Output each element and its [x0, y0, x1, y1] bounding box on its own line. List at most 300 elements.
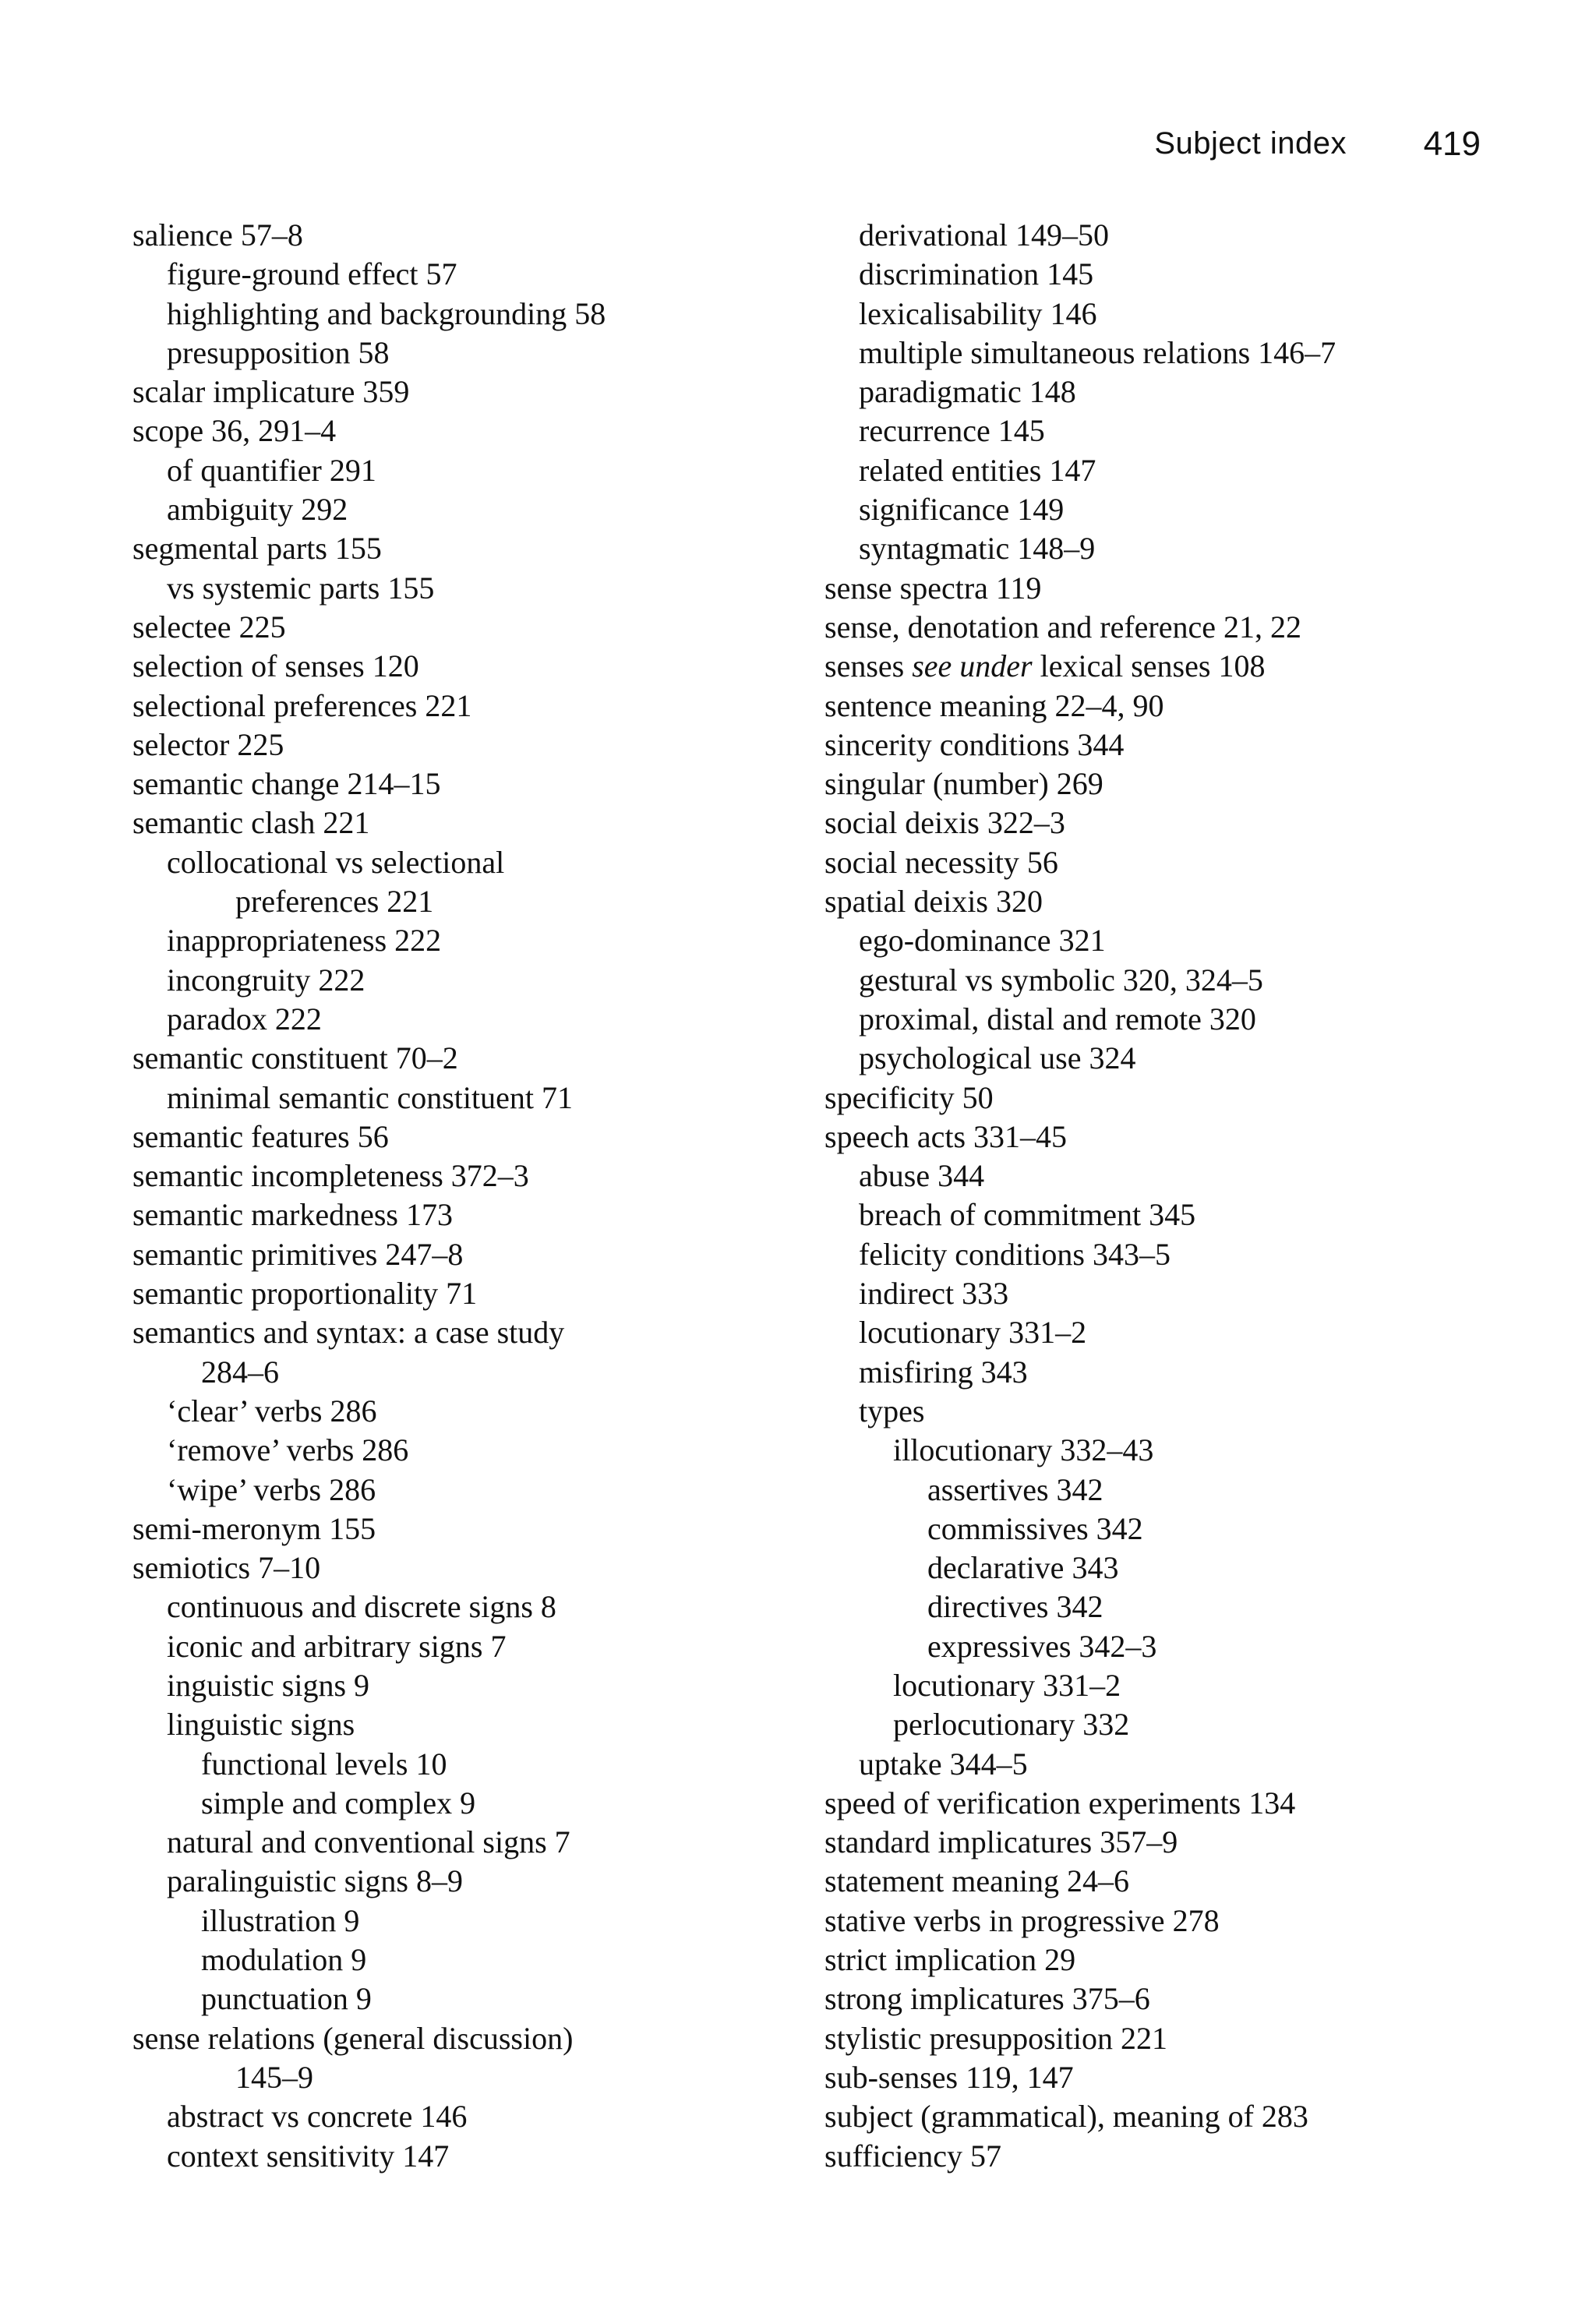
index-entry — [824, 2097, 1510, 2136]
index-entry — [132, 451, 772, 490]
index-term: psychological use — [859, 1040, 1082, 1076]
page-reference: 283 — [1261, 2099, 1308, 2135]
index-term: abuse — [859, 1158, 930, 1194]
index-term: ego-dominance — [859, 923, 1051, 959]
page-reference: 155 — [334, 531, 382, 567]
index-entry — [132, 1353, 772, 1392]
page-reference: 146 — [420, 2099, 468, 2135]
index-entry — [132, 334, 772, 373]
page-reference: 222 — [318, 962, 365, 998]
index-term: presupposition — [167, 334, 351, 370]
index-term: subject (grammatical), meaning of — [824, 2099, 1254, 2135]
page-reference: 225 — [238, 609, 286, 644]
index-entry — [824, 1392, 1510, 1431]
page-reference: 286 — [330, 1393, 377, 1428]
index-entry — [132, 569, 772, 608]
index-term: uptake — [859, 1746, 942, 1782]
index-term: ‘remove’ verbs — [167, 1432, 355, 1468]
index-term: iconic and arbitrary signs — [167, 1628, 483, 1664]
page-reference: 147 — [402, 2138, 450, 2174]
page-reference: 342 — [1056, 1589, 1103, 1625]
index-entry — [824, 1627, 1510, 1666]
page-reference: 8–9 — [415, 1863, 463, 1899]
index-term: spatial deixis — [824, 884, 988, 920]
page-reference: 292 — [301, 492, 348, 528]
index-term: context sensitivity — [167, 2138, 395, 2174]
page-reference: 221 — [425, 687, 472, 723]
page-reference: 173 — [406, 1197, 453, 1233]
page-reference: 155 — [387, 570, 435, 606]
index-term: punctuation — [201, 1981, 348, 2017]
page-reference: 57 — [969, 2138, 1001, 2174]
page-reference: 70–2 — [395, 1040, 458, 1076]
index-entry — [132, 961, 772, 1000]
index-term: sense relations (general discussion) — [132, 2020, 574, 2056]
page-reference: 8 — [540, 1589, 556, 1625]
index-entry — [132, 255, 772, 294]
page-reference: 320 — [1209, 1001, 1256, 1036]
page-reference: 71 — [446, 1276, 478, 1312]
page-reference: 333 — [962, 1276, 1009, 1312]
index-entry — [824, 961, 1510, 1000]
index-term: sense spectra — [824, 570, 988, 606]
index-entry — [132, 765, 772, 803]
index-entry — [132, 1195, 772, 1234]
header-title: Subject index — [1154, 126, 1347, 161]
index-term: derivational — [859, 217, 1008, 253]
page-reference: 58 — [358, 334, 390, 370]
index-term: gestural vs symbolic — [859, 962, 1115, 998]
index-term: natural and conventional signs — [167, 1824, 547, 1860]
index-entry — [132, 1274, 772, 1313]
index-term: breach of commitment — [859, 1197, 1142, 1233]
index-entry — [824, 411, 1510, 450]
page-reference: 7–10 — [258, 1550, 321, 1586]
index-term: inguistic signs — [167, 1667, 347, 1703]
index-term: social deixis — [824, 805, 980, 841]
page-reference: 36, 291–4 — [211, 413, 337, 449]
index-entry — [824, 1941, 1510, 1979]
page-reference: 149–50 — [1015, 217, 1110, 253]
index-entry — [132, 687, 772, 726]
index-term: linguistic signs — [167, 1707, 355, 1743]
index-term: semi-meronym — [132, 1510, 322, 1546]
index-entry — [132, 921, 772, 960]
index-entry — [132, 803, 772, 842]
index-term: declarative — [927, 1550, 1065, 1586]
index-term: minimal semantic constituent — [167, 1079, 535, 1115]
page-reference: 9 — [355, 1981, 372, 2017]
index-term: selector — [132, 726, 230, 762]
index-term: collocational vs selectional — [167, 844, 505, 880]
index-entry — [824, 921, 1510, 960]
page-reference: 321 — [1058, 923, 1106, 959]
index-term: recurrence — [859, 413, 990, 449]
index-entry — [824, 569, 1510, 608]
index-entry — [824, 216, 1510, 255]
index-term: sincerity conditions — [824, 726, 1070, 762]
index-term: scalar implicature — [132, 374, 355, 410]
index-entry — [132, 1039, 772, 1078]
page-reference: 71 — [542, 1079, 574, 1115]
page-reference: 58 — [574, 295, 606, 331]
index-term: continuous and discrete signs — [167, 1589, 533, 1625]
page-reference: 247–8 — [385, 1236, 464, 1272]
index-entry — [824, 1431, 1510, 1470]
page-reference: 331–2 — [1043, 1667, 1121, 1703]
page-reference: 331–45 — [973, 1118, 1068, 1154]
index-entry — [824, 765, 1510, 803]
index-term: felicity conditions — [859, 1236, 1085, 1272]
page-reference: 332 — [1082, 1707, 1130, 1743]
page-reference: 120 — [372, 648, 419, 684]
index-entry — [824, 1471, 1510, 1510]
index-entry — [824, 255, 1510, 294]
index-entry — [824, 1118, 1510, 1157]
index-term: significance — [859, 492, 1010, 528]
page-reference: 278 — [1172, 1902, 1220, 1938]
index-term: discrimination — [859, 256, 1040, 292]
index-entry — [824, 451, 1510, 490]
index-term: locutionary — [893, 1667, 1036, 1703]
index-entry — [824, 1313, 1510, 1352]
page-reference: 221 — [387, 884, 434, 920]
index-entry — [132, 1510, 772, 1549]
page-reference: 134 — [1248, 1785, 1296, 1820]
index-term: strict implication — [824, 1942, 1037, 1978]
index-term: selection of senses — [132, 648, 365, 684]
index-entry — [824, 1235, 1510, 1274]
index-entry — [132, 1784, 772, 1823]
index-entry — [824, 529, 1510, 568]
index-term: singular (number) — [824, 766, 1049, 802]
index-entry — [132, 2019, 772, 2058]
page-reference: 57 — [425, 256, 457, 292]
index-term: social necessity — [824, 844, 1019, 880]
page-reference: 343 — [1072, 1550, 1119, 1586]
index-term: standard implicatures — [824, 1824, 1093, 1860]
index-term: selectee — [132, 609, 231, 644]
index-term: semiotics — [132, 1550, 251, 1586]
page-reference: 222 — [394, 923, 442, 959]
page-reference: 9 — [460, 1785, 476, 1820]
page-reference: 145–9 — [235, 2059, 313, 2095]
index-term: highlighting and backgrounding — [167, 295, 567, 331]
index-entry — [132, 2097, 772, 2136]
index-entry — [824, 1195, 1510, 1234]
index-term: locutionary — [859, 1315, 1001, 1351]
index-entry — [132, 726, 772, 765]
index-term: proximal, distal and remote — [859, 1001, 1202, 1036]
index-entry — [824, 843, 1510, 882]
page-reference: 148–9 — [1017, 531, 1096, 567]
page-reference: 284–6 — [201, 1354, 279, 1390]
index-entry — [132, 1941, 772, 1979]
page-reference: 10 — [415, 1746, 447, 1782]
index-term: figure-ground effect — [167, 256, 418, 292]
index-entry — [824, 1353, 1510, 1392]
index-term: senses — [824, 648, 905, 684]
page-reference: 225 — [237, 726, 284, 762]
index-entry — [132, 1902, 772, 1941]
index-entry — [132, 1979, 772, 2018]
index-term: incongruity — [167, 962, 311, 998]
index-entry — [824, 1157, 1510, 1195]
page-reference: 148 — [1029, 374, 1076, 410]
index-entry — [132, 490, 772, 529]
page-number: 419 — [1423, 125, 1481, 163]
page-reference: 320 — [995, 884, 1043, 920]
index-entry — [132, 529, 772, 568]
index-entry — [824, 2137, 1510, 2176]
index-term: commissives — [927, 1510, 1089, 1546]
page-reference: 269 — [1056, 766, 1103, 802]
index-term: of quantifier — [167, 452, 322, 488]
index-term: illustration — [201, 1902, 337, 1938]
page-reference: 344–5 — [949, 1746, 1028, 1782]
index-entry — [132, 1000, 772, 1039]
index-term: paralinguistic signs — [167, 1863, 408, 1899]
page-reference: 57–8 — [240, 217, 303, 253]
page-reference: 56 — [1026, 844, 1058, 880]
index-term: related entities — [859, 452, 1042, 488]
index-entry — [824, 882, 1510, 921]
page-reference: 286 — [362, 1432, 409, 1468]
page-reference: 119 — [995, 570, 1042, 606]
index-entry — [132, 2058, 772, 2097]
index-term: illocutionary — [893, 1432, 1053, 1468]
index-entry — [824, 334, 1510, 373]
index-term: ambiguity — [167, 492, 294, 528]
index-entry — [824, 2019, 1510, 2058]
index-entry — [132, 843, 772, 882]
index-entry — [132, 882, 772, 921]
index-term: semantic markedness — [132, 1197, 398, 1233]
index-term: preferences — [235, 884, 380, 920]
index-term: specificity — [824, 1079, 955, 1115]
index-entry — [132, 1666, 772, 1705]
index-entry — [824, 1666, 1510, 1705]
page-reference: 375–6 — [1072, 1981, 1150, 2017]
page-reference: 146–7 — [1258, 334, 1336, 370]
index-entry — [132, 1118, 772, 1157]
index-entry — [132, 1549, 772, 1587]
page-reference: 145 — [998, 413, 1045, 449]
index-entry — [824, 608, 1510, 647]
page-reference: 344 — [1077, 726, 1125, 762]
page-reference: 331–2 — [1008, 1315, 1087, 1351]
index-term: speed of verification experiments — [824, 1785, 1241, 1820]
page-reference: 221 — [1121, 2020, 1167, 2056]
index-term: sufficiency — [824, 2138, 962, 2174]
page-reference: 221 — [323, 805, 370, 841]
index-term: sentence meaning — [824, 687, 1047, 723]
index-term: directives — [927, 1589, 1049, 1625]
index-entry — [824, 1549, 1510, 1587]
index-entry — [824, 1784, 1510, 1823]
index-entry — [132, 373, 772, 411]
page-reference: 146 — [1050, 295, 1097, 331]
index-entry — [824, 687, 1510, 726]
index-term: paradox — [167, 1001, 267, 1036]
page-reference: 320, 324–5 — [1122, 962, 1263, 998]
index-entry — [132, 295, 772, 334]
page-reference: 9 — [344, 1902, 360, 1938]
page-reference: 343–5 — [1092, 1236, 1171, 1272]
index-term: multiple simultaneous relations — [859, 334, 1251, 370]
page-reference: 372–3 — [450, 1158, 529, 1194]
page-reference: 322–3 — [987, 805, 1065, 841]
index-entry — [824, 1587, 1510, 1626]
index-entry — [824, 1510, 1510, 1549]
page-reference: 147 — [1049, 452, 1096, 488]
page-reference: 29 — [1044, 1942, 1076, 1978]
page-reference: 7 — [554, 1824, 570, 1860]
index-term: semantic primitives — [132, 1236, 378, 1272]
page-reference: 343 — [980, 1354, 1028, 1390]
page-reference: 145 — [1047, 256, 1094, 292]
index-entry — [824, 647, 1510, 686]
index-entry — [824, 1705, 1510, 1744]
index-entry — [132, 1392, 772, 1431]
index-term: ‘wipe’ verbs — [167, 1471, 322, 1507]
page-reference: 7 — [490, 1628, 507, 1664]
page-reference: 214–15 — [347, 766, 441, 802]
page-reference: 50 — [962, 1079, 994, 1115]
index-entry — [824, 1902, 1510, 1941]
index-entry — [824, 490, 1510, 529]
index-term: salience — [132, 217, 233, 253]
index-entry — [132, 1862, 772, 1901]
page-reference: 357–9 — [1100, 1824, 1178, 1860]
page-reference: 345 — [1149, 1197, 1196, 1233]
index-term: indirect — [859, 1276, 955, 1312]
index-term: lexicalisability — [859, 295, 1043, 331]
index-term: types — [859, 1393, 925, 1428]
page-reference: 222 — [274, 1001, 322, 1036]
index-entry — [824, 1000, 1510, 1039]
index-term: semantics and syntax: a case study — [132, 1315, 565, 1351]
index-entry — [132, 216, 772, 255]
see-target: lexical senses — [1040, 648, 1211, 684]
index-term: speech acts — [824, 1118, 966, 1154]
index-entry — [824, 2058, 1510, 2097]
index-term: paradigmatic — [859, 374, 1022, 410]
page-reference: 342 — [1096, 1510, 1143, 1546]
index-term: ‘clear’ verbs — [167, 1393, 323, 1428]
index-term: stylistic presupposition — [824, 2020, 1113, 2056]
page-reference: 286 — [329, 1471, 376, 1507]
index-entry — [132, 1471, 772, 1510]
page-reference: 119, 147 — [966, 2059, 1074, 2095]
index-entry — [132, 1431, 772, 1470]
page-reference: 9 — [351, 1942, 367, 1978]
index-entry — [824, 726, 1510, 765]
index-entry — [824, 1274, 1510, 1313]
index-term: semantic clash — [132, 805, 316, 841]
index-term: semantic change — [132, 766, 340, 802]
index-entry — [132, 1079, 772, 1118]
index-term: abstract vs concrete — [167, 2099, 413, 2135]
index-column-right — [824, 216, 1510, 2176]
index-term: functional levels — [201, 1746, 408, 1782]
index-term: semantic incompleteness — [132, 1158, 443, 1194]
index-entry — [824, 1979, 1510, 2018]
see-reference: see under — [912, 648, 1033, 684]
index-term: simple and complex — [201, 1785, 453, 1820]
page-reference: 21, 22 — [1223, 609, 1301, 644]
index-entry — [824, 373, 1510, 411]
index-term: inappropriateness — [167, 923, 387, 959]
index-term: modulation — [201, 1942, 344, 1978]
index-term: syntagmatic — [859, 531, 1010, 567]
page-reference: 332–43 — [1060, 1432, 1154, 1468]
page-reference: 342–3 — [1079, 1628, 1157, 1664]
index-entry — [132, 2137, 772, 2176]
index-term: semantic constituent — [132, 1040, 388, 1076]
index-term: strong implicatures — [824, 1981, 1065, 2017]
index-entry — [132, 647, 772, 686]
index-term: semantic features — [132, 1118, 350, 1154]
index-term: assertives — [927, 1471, 1049, 1507]
page-reference: 155 — [329, 1510, 376, 1546]
page-reference: 324 — [1089, 1040, 1136, 1076]
index-entry — [132, 1313, 772, 1352]
index-entry — [132, 1705, 772, 1744]
index-entry — [132, 1823, 772, 1862]
index-entry — [132, 608, 772, 647]
index-term: segmental parts — [132, 531, 327, 567]
index-term: stative verbs in progressive — [824, 1902, 1165, 1938]
page-reference: 9 — [354, 1667, 370, 1703]
index-entry — [824, 1079, 1510, 1118]
index-term: semantic proportionality — [132, 1276, 439, 1312]
index-entry — [824, 1745, 1510, 1784]
page-reference: 359 — [362, 374, 410, 410]
index-entry — [132, 1235, 772, 1274]
index-entry — [824, 803, 1510, 842]
index-entry — [824, 1862, 1510, 1901]
index-term: selectional preferences — [132, 687, 418, 723]
index-term: sub-senses — [824, 2059, 959, 2095]
index-term: scope — [132, 413, 204, 449]
index-term: vs systemic parts — [167, 570, 380, 606]
index-column-left — [132, 216, 772, 2176]
page-reference: 56 — [357, 1118, 389, 1154]
index-entry — [132, 1745, 772, 1784]
index-entry — [132, 1627, 772, 1666]
index-entry — [824, 295, 1510, 334]
page-reference: 342 — [1056, 1471, 1103, 1507]
index-term: misfiring — [859, 1354, 973, 1390]
page-reference: 22–4, 90 — [1054, 687, 1164, 723]
index-entry — [132, 1157, 772, 1195]
page-reference: 108 — [1218, 648, 1266, 684]
page-reference: 24–6 — [1067, 1863, 1130, 1899]
index-entry — [824, 1039, 1510, 1078]
index-term: sense, denotation and reference — [824, 609, 1216, 644]
index-entry — [132, 1587, 772, 1626]
index-term: perlocutionary — [893, 1707, 1075, 1743]
page-reference: 344 — [937, 1158, 985, 1194]
index-term: expressives — [927, 1628, 1072, 1664]
index-term: statement meaning — [824, 1863, 1060, 1899]
running-header — [0, 126, 1481, 173]
page-reference: 291 — [329, 452, 376, 488]
index-entry — [824, 1823, 1510, 1862]
index-entry — [132, 411, 772, 450]
page-reference: 149 — [1017, 492, 1065, 528]
